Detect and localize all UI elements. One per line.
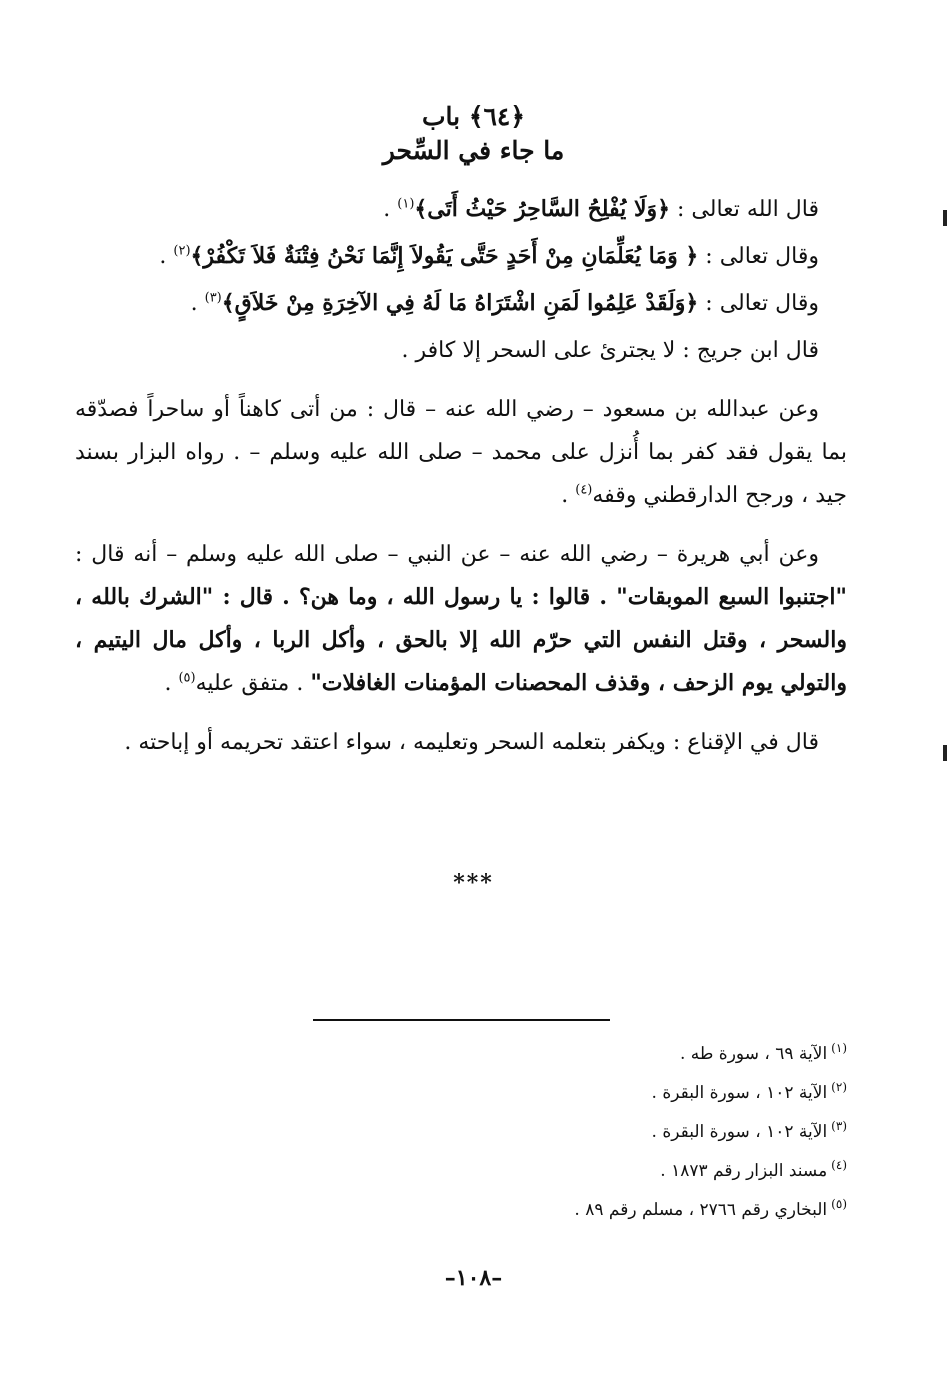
paragraph-verse-3: [75, 282, 847, 325]
footnote-item: [75, 1152, 847, 1191]
footnote-text: البخاري رقم ٢٧٦٦ ، مسلم رقم ٨٩ .: [574, 1200, 828, 1220]
paragraph-iqna: قال في الإقناع : ويكفر بتعلمه السحر وتعليمه ، سواء اعتقد تحريمه أو إباحته .: [124, 730, 819, 755]
footnote-text: الآية ١٠٢ ، سورة البقرة .: [651, 1122, 828, 1142]
footnote-mark: (٥): [831, 1197, 847, 1212]
paragraph-tail: .: [190, 291, 205, 316]
footnote-item: [75, 1035, 847, 1074]
footnote-ref: (١): [397, 196, 415, 212]
paragraph-verse-1: [75, 188, 847, 231]
footnote-ref: (٥): [178, 670, 196, 686]
footnote-text: مسند البزار رقم ١٨٧٣ .: [660, 1161, 828, 1181]
footnote-item: [75, 1113, 847, 1152]
footnote-mark: (١): [831, 1041, 847, 1056]
footnote-divider: [313, 1019, 610, 1021]
hadith-quote: "اجتنبوا السبع الموبقات" . قالوا : يا رسول الله ، وما هن؟ . قال : "الشرك بالله ، والسحر ، وقتل النفس التي حرّم الله إلا بالحق ، وأكل الربا ، وأكل مال اليتيم ، والتولي يوم الزحف ، وقذف المحصنات المؤمنات الغافلات": [75, 584, 847, 696]
paragraph-verse-2: [75, 235, 847, 278]
quran-quote: ﴿وَلَقَدْ عَلِمُوا لَمَنِ اشْتَرَاهُ مَا لَهُ فِي الآخِرَةِ مِنْ خَلاَقٍ﴾: [221, 290, 699, 316]
footnote-item: [75, 1191, 847, 1230]
page-number: –١٠٨–: [444, 1265, 503, 1291]
paragraph-tail: .: [159, 244, 174, 269]
paragraph-lead: وعن أبي هريرة – رضي الله عنه – عن النبي – صلى الله عليه وسلم – أنه قال :: [75, 542, 819, 567]
chapter-number: ﴿٦٤﴾ باب: [422, 102, 525, 131]
paragraph-tail: .: [561, 483, 576, 508]
chapter-body: [75, 188, 847, 780]
footnote-item: [75, 1074, 847, 1113]
paragraph-ibn-masud: [75, 388, 847, 517]
paragraph-tail-text: . متفق عليه: [195, 671, 311, 696]
footnote-text: الآية ٦٩ ، سورة طه .: [679, 1044, 828, 1064]
paragraph-lead: وقال تعالى :: [698, 244, 819, 269]
quran-quote: ﴿ وَمَا يُعَلِّمَانِ مِنْ أَحَدٍ حَتَّى يَقُولاَ إِنَّمَا نَحْنُ فِتْنَةٌ فَلاَ تَكْفُرْ﴾: [190, 243, 699, 269]
footnote-text: الآية ١٠٢ ، سورة البقرة .: [651, 1083, 828, 1103]
footnotes: [75, 1035, 847, 1230]
paragraph-tail: .: [164, 671, 179, 696]
chapter-title: ما جاء في السِّحر: [382, 136, 565, 165]
scan-edge-mark: [943, 745, 947, 761]
footnote-ref: (٢): [173, 243, 191, 259]
footnote-mark: (٤): [831, 1158, 847, 1173]
footnote-ref: (٣): [204, 290, 222, 306]
quran-quote: ﴿وَلَا يُفْلِحُ السَّاحِرُ حَيْثُ أَتَى﴾: [414, 196, 671, 222]
paragraph-abu-hurayra: [75, 533, 847, 705]
chapter-heading: [0, 100, 947, 168]
section-separator: ***: [453, 870, 494, 896]
paragraph-tail: .: [383, 197, 398, 222]
paragraph-ibn-jurayj: قال ابن جريج : لا يجترئ على السحر إلا كافر .: [401, 338, 819, 363]
paragraph-lead: قال الله تعالى :: [670, 197, 819, 222]
paragraph-text: وعن عبدالله بن مسعود – رضي الله عنه – قال : من أتى كاهناً أو ساحراً فصدّقه بما يقول فقد كفر بما أُنزل على محمد – صلى الله عليه وسلم – . رواه البزار بسند جيد ، ورجح الدارقطني وقفه: [75, 397, 847, 508]
footnote-mark: (٢): [831, 1080, 847, 1095]
paragraph-lead: وقال تعالى :: [698, 291, 819, 316]
footnote-ref: (٤): [575, 482, 593, 498]
scan-edge-mark: [943, 210, 947, 226]
footnote-mark: (٣): [831, 1119, 847, 1134]
